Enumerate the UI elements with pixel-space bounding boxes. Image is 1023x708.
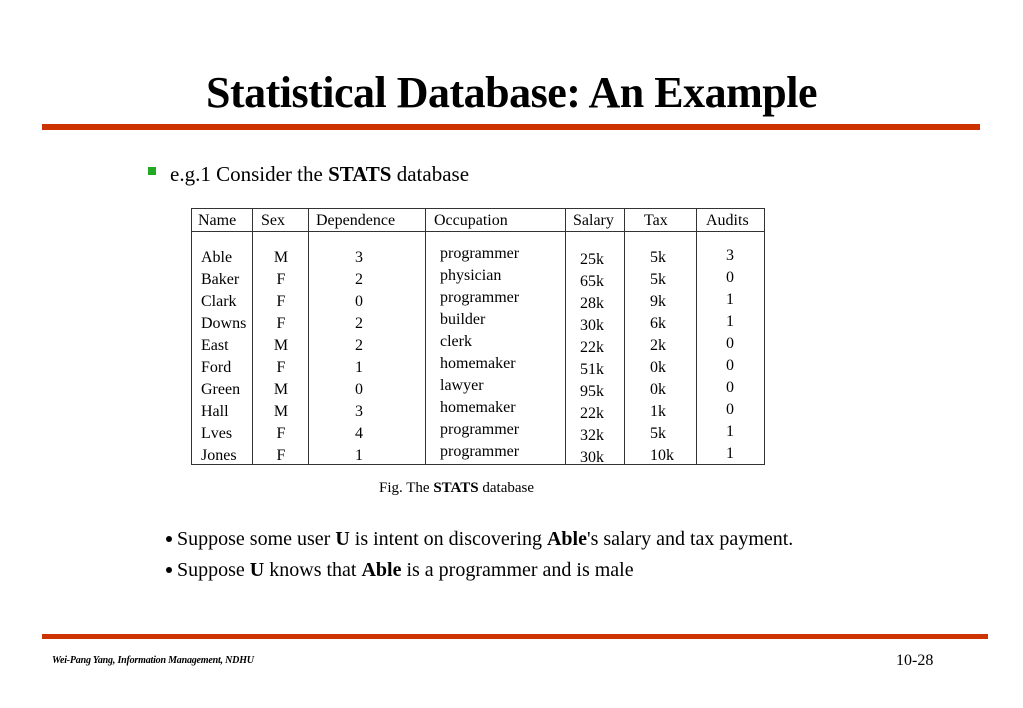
cell-dependence: 0 [355,293,363,310]
cell-tax: 6k [650,315,666,332]
question-bold: U [335,528,350,550]
cell-tax: 5k [650,271,666,288]
cell-tax: 0k [650,359,666,376]
cell-tax: 5k [650,425,666,442]
cell-dependence: 3 [355,403,363,420]
cell-name: Hall [201,403,229,420]
salary-column [580,249,604,469]
column-divider [425,209,426,464]
question-text: is a programmer and is male [401,559,634,581]
cell-dependence: 1 [355,447,363,464]
cell-dependence: 2 [355,315,363,332]
cell-tax: 1k [650,403,666,420]
cell-tax: 0k [650,381,666,398]
cell-name: Baker [201,271,240,288]
question-bold: Able [361,559,402,581]
cell-occupation: programmer [440,421,520,438]
cell-salary: 95k [580,383,604,400]
question-text: Suppose some user [177,528,336,550]
cell-salary: 32k [580,427,604,444]
cell-audits: 0 [726,401,734,418]
header-divider [192,231,764,232]
cell-salary: 22k [580,339,604,356]
footer-divider [42,634,988,639]
column-divider [565,209,566,464]
cell-salary: 30k [580,317,604,334]
column-divider [624,209,625,464]
header-dependence: Dependence [316,212,396,229]
cell-salary: 22k [580,405,604,422]
cell-audits: 0 [726,357,734,374]
sex-column [268,247,294,467]
cell-dependence: 2 [355,271,363,288]
cell-occupation: homemaker [440,399,516,416]
question-text: is intent on discovering [349,528,547,550]
bullet-dot-icon [166,567,172,573]
cell-name: Ford [201,359,232,376]
header-occupation: Occupation [434,212,508,229]
cell-sex: F [276,359,286,376]
cell-dependence: 1 [355,359,363,376]
cell-salary: 25k [580,251,604,268]
cell-audits: 0 [726,379,734,396]
cell-salary: 28k [580,295,604,312]
column-divider [696,209,697,464]
cell-tax: 9k [650,293,666,310]
table-caption [379,478,534,498]
caption-bold: STATS [433,480,479,496]
cell-occupation: builder [440,311,486,328]
cell-occupation: homemaker [440,355,516,372]
footer-author: Wei-Pang Yang, Information Management, NDHU [52,655,254,666]
cell-occupation: lawyer [440,377,484,394]
cell-occupation: clerk [440,333,472,350]
cell-tax: 2k [650,337,666,354]
bullet-dot-icon [166,536,172,542]
question-list [166,524,793,586]
cell-sex: F [276,425,286,442]
cell-name: Green [201,381,241,398]
tax-column [650,247,674,467]
question-item [166,555,793,586]
audits-column [720,245,740,465]
header-audits: Audits [706,212,749,229]
cell-audits: 0 [726,335,734,352]
cell-audits: 1 [726,423,734,440]
cell-occupation: programmer [440,443,520,460]
cell-dependence: 3 [355,249,363,266]
intro-suffix: database [391,162,470,186]
question-item [166,524,793,555]
cell-sex: M [273,381,289,398]
cell-audits: 0 [726,269,734,286]
cell-dependence: 2 [355,337,363,354]
slide-title: Statistical Database: An Example [206,68,817,117]
cell-name: Jones [201,447,237,464]
cell-sex: F [276,315,286,332]
header-sex: Sex [261,212,285,229]
cell-name: Able [201,249,233,266]
cell-tax: 5k [650,249,666,266]
cell-audits: 1 [726,313,734,330]
cell-occupation: physician [440,267,502,284]
occupation-column [440,243,519,463]
question-bold: U [249,559,265,581]
cell-salary: 65k [580,273,604,290]
cell-sex: M [273,337,289,354]
cell-name: Lves [201,425,233,442]
cell-sex: M [273,249,289,266]
header-salary: Salary [573,212,614,229]
square-bullet-icon [148,167,156,175]
cell-occupation: programmer [440,289,520,306]
cell-salary: 51k [580,361,604,378]
question-bold: Able [546,528,587,550]
cell-name: Downs [201,315,247,332]
dependence-column [347,247,371,467]
intro-prefix: e.g.1 Consider the [170,162,329,186]
cell-name: East [201,337,229,354]
question-text: Suppose [177,559,250,581]
stats-table [191,208,765,465]
cell-sex: F [276,293,286,310]
cell-dependence: 0 [355,381,363,398]
column-divider [308,209,309,464]
cell-name: Clark [201,293,237,310]
header-name: Name [198,212,237,229]
cell-audits: 1 [726,445,734,462]
cell-salary: 30k [580,449,604,466]
cell-occupation: programmer [440,245,520,262]
intro-bold: STATS [328,162,392,186]
header-tax: Tax [644,212,668,229]
caption-suffix: database [478,480,535,496]
cell-sex: M [273,403,289,420]
cell-audits: 1 [726,291,734,308]
title-divider [42,124,980,130]
question-text: knows that [264,559,362,581]
caption-prefix: Fig. The [379,480,434,496]
cell-tax: 10k [650,447,674,464]
name-column [201,247,256,467]
cell-dependence: 4 [355,425,363,442]
intro-bullet [148,160,469,188]
cell-sex: F [276,271,286,288]
question-text: 's salary and tax payment. [586,528,794,550]
cell-audits: 3 [726,247,734,264]
cell-sex: F [276,447,286,464]
page-number: 10-28 [896,652,934,669]
